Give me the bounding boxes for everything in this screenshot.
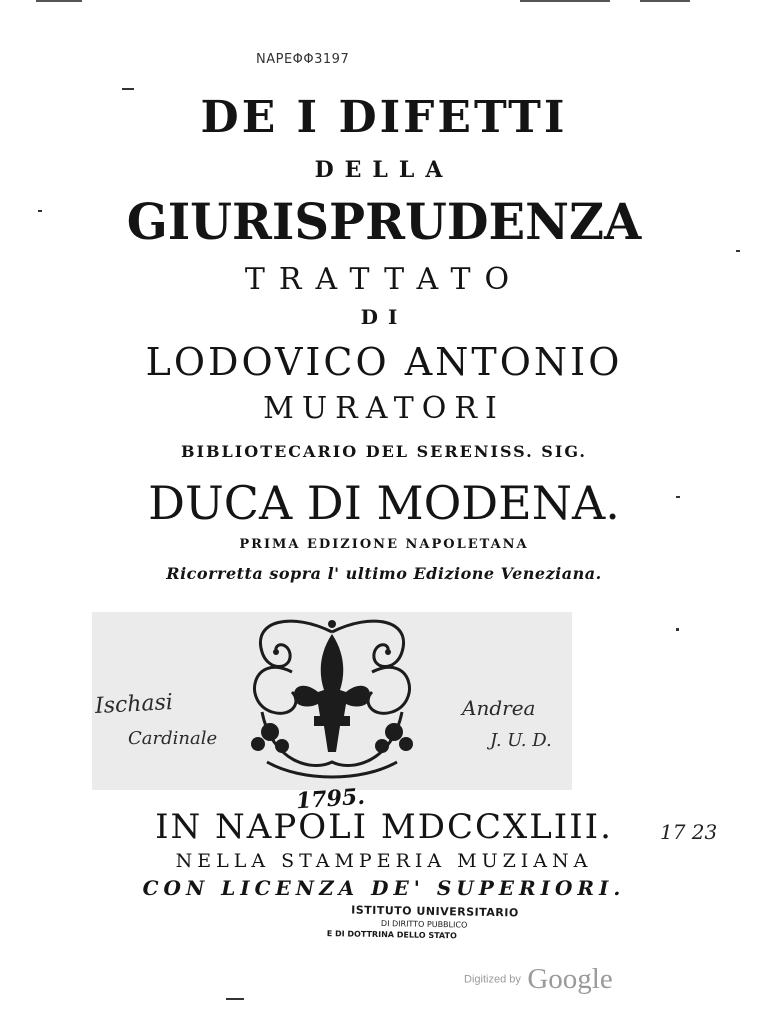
patron: DUCA DI MODENA. bbox=[148, 476, 620, 530]
scan-speck bbox=[122, 88, 134, 90]
library-stamp bbox=[325, 903, 546, 942]
scan-edge-mark bbox=[36, 0, 82, 2]
title-main: GIURISPRUDENZA bbox=[126, 192, 642, 251]
handwritten-signature-left-2: Cardinale bbox=[128, 728, 218, 749]
scan-speck bbox=[676, 628, 679, 631]
author-role: BIBLIOTECARIO DEL SERENISS. SIG. bbox=[180, 442, 587, 461]
title-line-4: TRATTATO bbox=[244, 262, 524, 297]
handwritten-year: 1795. bbox=[295, 783, 366, 815]
digitized-watermark bbox=[464, 963, 613, 996]
scan-edge-mark bbox=[640, 0, 690, 2]
digitized-by-text: Digitized by bbox=[464, 973, 521, 986]
stamp-line-1: ISTITUTO UNIVERSITARIO bbox=[351, 903, 519, 920]
stamp-line-2: DI DIRITTO PUBBLICO bbox=[380, 919, 468, 930]
edition: PRIMA EDIZIONE NAPOLETANA bbox=[239, 537, 529, 552]
google-logo: Google bbox=[527, 963, 613, 995]
title-line-1: DE I DIFETTI bbox=[200, 92, 568, 143]
scan-edge-mark bbox=[520, 0, 610, 2]
title-line-2: DELLA bbox=[314, 157, 454, 183]
imprint-printer: NELLA STAMPERIA MUZIANA bbox=[175, 850, 593, 872]
handwritten-signature-right-2: J. U. D. bbox=[490, 730, 552, 751]
author-surname: MURATORI bbox=[263, 391, 505, 426]
handwritten-signature-left: Ischasi bbox=[94, 689, 174, 720]
shelfmark: NAPEΦΦ3197 bbox=[256, 52, 350, 67]
scan-speck bbox=[736, 250, 740, 252]
handwritten-margin-note: 17 23 bbox=[660, 820, 718, 844]
scan-speck bbox=[38, 210, 42, 212]
imprint-place-date: IN NAPOLI MDCCXLIII. bbox=[155, 807, 613, 847]
scan-speck bbox=[676, 496, 680, 498]
author-name: LODOVICO ANTONIO bbox=[145, 340, 623, 384]
imprint-license: CON LICENZA DE' SUPERIORI. bbox=[142, 876, 626, 900]
title-line-5: DI bbox=[360, 305, 408, 329]
stamp-line-3: E DI DOTTRINA DELLO STATO bbox=[326, 929, 457, 941]
handwritten-signature-right: Andrea bbox=[462, 696, 536, 720]
scan-speck bbox=[226, 998, 244, 1000]
edition-note: Ricorretta sopra l' ultimo Edizione Veneziana. bbox=[166, 564, 602, 583]
